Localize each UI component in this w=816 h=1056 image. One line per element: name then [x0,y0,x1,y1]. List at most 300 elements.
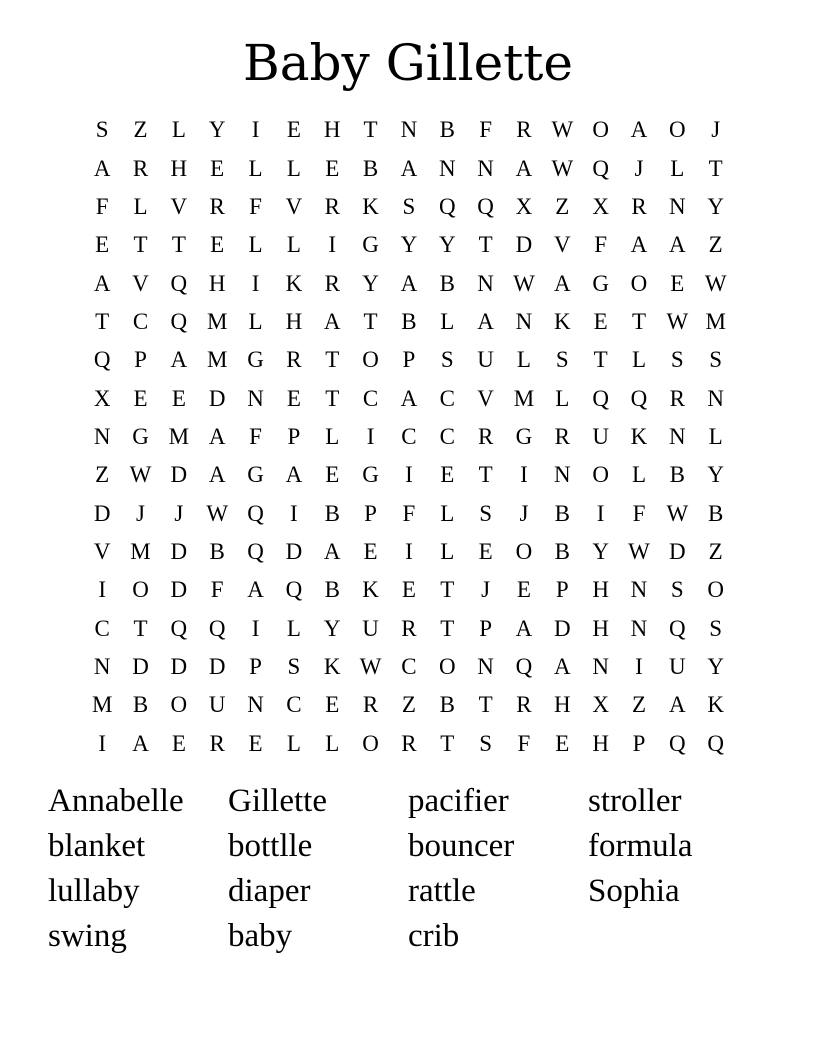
grid-letter: N [477,155,494,181]
grid-letter: O [132,577,149,603]
grid-letter: W [129,462,152,488]
grid-letter: E [286,385,301,411]
grid-letter: Q [669,615,686,641]
grid-letter: R [286,347,302,373]
grid-letter: C [94,615,110,641]
grid-letter: S [709,347,723,373]
grid-letter: A [515,155,533,181]
grid-letter: G [362,462,379,488]
grid-letter: Y [400,232,418,258]
grid-letter: Q [247,500,264,526]
grid-letter: B [554,538,570,564]
grid-letter: L [516,347,531,373]
grid-letter: D [285,538,303,564]
grid-letter: Y [362,270,379,296]
grid-letter: P [287,423,301,449]
grid-letter: U [477,347,494,373]
grid-letter: J [136,500,145,526]
grid-letter: I [520,462,528,488]
grid-letter: L [670,155,685,181]
grid-letter: I [596,500,605,526]
grid-letter: R [477,423,494,449]
grid-letter: E [401,577,416,603]
grid-letter: I [366,423,375,449]
grid-letter: F [594,232,608,258]
grid-letter: T [325,385,340,411]
grid-letter: N [247,692,264,718]
grid-letter: D [93,500,111,526]
grid-letter: B [669,462,685,488]
grid-row [83,648,735,686]
grid-letter: T [478,462,493,488]
letter-grid [83,111,735,763]
grid-row [83,341,735,379]
grid-letter: I [290,500,298,526]
grid-letter: O [438,653,456,679]
grid-letter: Y [707,462,724,488]
grid-letter: W [666,308,689,334]
grid-letter: C [439,423,455,449]
grid-letter: B [401,308,417,334]
grid-letter: P [249,653,262,679]
grid-letter: M [206,308,228,334]
grid-letter: R [554,423,570,449]
grid-letter: G [515,423,533,449]
grid-letter: O [592,117,609,143]
grid-letter: Z [133,117,148,143]
grid-letter: S [440,347,454,373]
grid-letter: R [516,117,532,143]
grid-letter: E [555,730,570,756]
grid-letter: J [174,500,184,526]
grid-letter: S [555,347,569,373]
grid-letter: O [170,692,188,718]
word-list-item: baby [228,918,293,954]
grid-letter: Z [95,462,110,488]
grid-letter: R [401,615,417,641]
grid-letter: M [168,423,190,449]
grid-letter: C [362,385,379,411]
grid-letter: U [362,615,379,641]
grid-letter: O [669,117,686,143]
grid-letter: W [206,500,229,526]
grid-letter: O [515,538,533,564]
grid-letter: V [93,538,111,564]
grid-letter: S [670,577,684,603]
grid-letter: R [132,155,149,181]
grid-letter: Z [708,232,723,258]
grid-letter: L [133,193,148,219]
grid-row [83,418,735,456]
grid-letter: A [93,270,111,296]
grid-letter: N [93,653,111,679]
grid-letter: E [171,385,186,411]
grid-letter: P [632,730,646,756]
grid-letter: L [248,232,263,258]
grid-letter: B [324,577,340,603]
grid-row [83,188,735,226]
grid-letter: L [440,308,455,334]
grid-letter: G [247,347,264,373]
grid-letter: B [554,500,570,526]
grid-letter: E [286,117,301,143]
grid-letter: P [364,500,377,526]
grid-letter: A [400,385,418,411]
grid-letter: X [515,193,533,219]
grid-letter: Q [170,308,188,334]
grid-letter: Y [707,193,724,219]
grid-letter: L [325,423,340,449]
grid-letter: Q [438,193,456,219]
grid-letter: H [592,577,609,603]
grid-letter: E [670,270,685,296]
grid-row [83,609,735,647]
grid-letter: W [513,270,535,296]
grid-letter: S [95,117,109,143]
grid-letter: E [478,538,493,564]
grid-letter: R [324,270,340,296]
grid-letter: A [515,615,533,641]
grid-letter: F [249,423,262,449]
grid-letter: W [666,500,689,526]
grid-letter: B [362,155,379,181]
grid-letter: Q [592,385,609,411]
grid-letter: T [631,308,647,334]
grid-letter: L [286,730,301,756]
grid-letter: O [630,270,648,296]
grid-letter: J [634,155,644,181]
grid-letter: R [209,730,225,756]
grid-letter: N [630,577,648,603]
grid-letter: Q [592,155,609,181]
grid-letter: Q [247,538,264,564]
grid-letter: E [133,385,148,411]
grid-letter: Q [170,615,188,641]
grid-letter: S [402,193,416,219]
grid-letter: L [248,308,263,334]
grid-letter: K [285,270,303,296]
grid-letter: J [481,577,491,603]
grid-letter: D [669,538,686,564]
grid-letter: V [132,270,149,296]
word-list [48,779,768,959]
grid-letter: F [95,193,109,219]
grid-letter: L [708,423,723,449]
grid-letter: R [401,730,417,756]
grid-letter: W [628,538,650,564]
grid-letter: N [553,462,571,488]
grid-letter: Q [477,193,494,219]
grid-letter: A [477,308,494,334]
grid-letter: E [593,308,608,334]
grid-letter: E [516,577,531,603]
grid-letter: N [477,653,494,679]
word-list-item: Gillette [228,783,327,819]
grid-letter: O [707,577,724,603]
grid-letter: V [285,193,303,219]
grid-letter: U [208,692,226,718]
grid-letter: V [477,385,494,411]
grid-letter: B [708,500,724,526]
grid-letter: D [515,232,533,258]
grid-letter: E [171,730,186,756]
grid-letter: K [630,423,648,449]
grid-letter: T [478,232,493,258]
grid-letter: A [630,117,648,143]
word-list-item: stroller [588,783,682,819]
grid-letter: C [132,308,149,334]
grid-letter: E [363,538,378,564]
grid-letter: A [630,232,648,258]
grid-letter: A [669,232,686,258]
grid-letter: C [439,385,455,411]
grid-letter: Y [208,117,226,143]
grid-letter: L [286,232,301,258]
grid-letter: I [635,653,643,679]
grid-letter: B [439,117,455,143]
grid-letter: K [553,308,571,334]
grid-row [83,725,735,763]
grid-letter: M [130,538,151,564]
grid-letter: E [248,730,263,756]
grid-letter: H [170,155,188,181]
grid-letter: L [325,730,340,756]
grid-letter: Z [631,692,647,718]
grid-letter: K [323,653,341,679]
grid-letter: Q [669,730,686,756]
grid-letter: T [363,308,378,334]
grid-letter: S [287,653,301,679]
grid-row [83,379,735,417]
grid-letter: B [439,270,455,296]
grid-letter: P [134,347,147,373]
grid-row [83,571,735,609]
grid-letter: N [592,653,609,679]
grid-letter: V [553,232,571,258]
grid-letter: Q [170,270,188,296]
word-list-item: blanket [48,828,146,864]
grid-letter: N [630,615,648,641]
grid-letter: B [439,692,455,718]
grid-letter: Y [323,615,341,641]
grid-letter: I [405,538,413,564]
grid-letter: W [551,117,574,143]
grid-letter: Q [93,347,111,373]
grid-letter: Q [707,730,724,756]
grid-letter: A [93,155,111,181]
word-list-item: Annabelle [48,783,184,819]
grid-letter: A [208,423,226,449]
grid-row [83,494,735,532]
grid-letter: H [323,117,341,143]
grid-letter: E [325,692,340,718]
word-list-item: crib [408,918,460,954]
word-list-item: diaper [228,873,311,909]
grid-letter: H [592,615,609,641]
grid-letter: T [593,347,608,373]
word-list-item: swing [48,918,127,954]
grid-letter: M [91,692,113,718]
grid-letter: L [631,347,647,373]
word-list-item: bottlle [228,828,313,864]
grid-letter: T [440,615,455,641]
grid-letter: G [362,232,379,258]
grid-letter: C [401,423,417,449]
grid-letter: N [707,385,724,411]
grid-letter: N [247,385,264,411]
grid-letter: A [669,692,686,718]
grid-letter: N [400,117,418,143]
grid-row [83,303,735,341]
grid-letter: A [400,270,418,296]
word-list-item: lullaby [48,873,140,909]
grid-letter: U [669,653,686,679]
grid-letter: E [210,232,225,258]
grid-letter: I [405,462,413,488]
grid-letter: W [551,155,574,181]
grid-letter: X [93,385,111,411]
grid-letter: F [517,730,531,756]
grid-letter: S [479,500,492,526]
grid-letter: I [98,577,106,603]
grid-letter: E [325,462,340,488]
grid-letter: A [285,462,303,488]
grid-row [83,111,735,149]
grid-letter: Y [592,538,609,564]
grid-letter: A [553,653,571,679]
grid-letter: S [670,347,684,373]
grid-letter: E [210,155,225,181]
grid-letter: D [208,653,226,679]
grid-letter: H [553,692,571,718]
grid-letter: Z [555,193,570,219]
grid-letter: U [592,423,609,449]
grid-letter: R [362,692,379,718]
grid-letter: C [401,653,417,679]
grid-letter: J [519,500,529,526]
grid-letter: D [170,462,188,488]
grid-letter: N [93,423,111,449]
word-list-item: formula [588,828,693,864]
grid-letter: T [171,232,186,258]
grid-letter: N [669,423,686,449]
grid-row [83,149,735,187]
grid-letter: P [479,615,492,641]
grid-letter: D [208,385,226,411]
grid-letter: C [286,692,302,718]
grid-letter: A [323,538,341,564]
grid-letter: D [170,538,188,564]
grid-letter: T [363,117,378,143]
grid-letter: Q [515,653,533,679]
grid-letter: Q [630,385,648,411]
grid-letter: I [251,117,260,143]
word-list-item: pacifier [408,783,509,819]
word-list-item: Sophia [588,873,680,909]
grid-letter: N [438,155,456,181]
grid-letter: L [440,500,455,526]
grid-letter: T [133,615,148,641]
grid-letter: R [631,193,647,219]
word-list-item: rattle [408,873,476,909]
grid-letter: N [669,193,686,219]
grid-letter: I [251,270,260,296]
grid-letter: A [132,730,149,756]
grid-letter: F [479,117,492,143]
grid-letter: L [555,385,570,411]
grid-letter: R [669,385,685,411]
grid-letter: B [324,500,340,526]
grid-letter: D [553,615,571,641]
grid-letter: D [170,653,188,679]
grid-letter: E [95,232,110,258]
grid-row [83,264,735,302]
grid-letter: H [592,730,609,756]
grid-letter: E [325,155,340,181]
grid-letter: K [707,692,724,718]
grid-letter: L [631,462,647,488]
grid-row [83,456,735,494]
grid-letter: O [362,347,379,373]
grid-letter: A [247,577,264,603]
grid-letter: X [592,692,609,718]
grid-letter: F [632,500,646,526]
grid-letter: M [705,308,726,334]
grid-letter: T [133,232,148,258]
grid-letter: Q [285,577,303,603]
grid-letter: M [206,347,228,373]
grid-letter: Z [401,692,416,718]
grid-letter: R [516,692,532,718]
grid-letter: V [170,193,188,219]
grid-row [83,686,735,724]
grid-letter: E [440,462,455,488]
grid-letter: S [479,730,492,756]
grid-letter: N [515,308,533,334]
grid-row [83,226,735,264]
grid-letter: A [323,308,341,334]
grid-letter: L [286,615,301,641]
grid-letter: G [247,462,264,488]
grid-letter: T [708,155,723,181]
grid-letter: R [324,193,340,219]
grid-letter: A [553,270,571,296]
grid-letter: K [362,193,379,219]
grid-letter: I [328,232,337,258]
page-title: Baby Gillette [243,34,573,92]
grid-letter: F [210,577,224,603]
grid-letter: G [592,270,609,296]
grid-letter: T [325,347,340,373]
grid-letter: W [359,653,382,679]
grid-letter: A [400,155,418,181]
grid-letter: O [362,730,379,756]
grid-letter: I [98,730,106,756]
grid-letter: P [402,347,416,373]
grid-letter: L [286,155,301,181]
grid-letter: B [209,538,225,564]
grid-letter: F [249,193,262,219]
grid-letter: Y [438,232,456,258]
grid-letter: Z [708,538,723,564]
grid-letter: B [132,692,149,718]
grid-letter: O [592,462,609,488]
grid-letter: F [402,500,416,526]
grid-letter: H [208,270,226,296]
grid-letter: S [709,615,723,641]
grid-letter: L [440,538,455,564]
grid-letter: L [171,117,186,143]
